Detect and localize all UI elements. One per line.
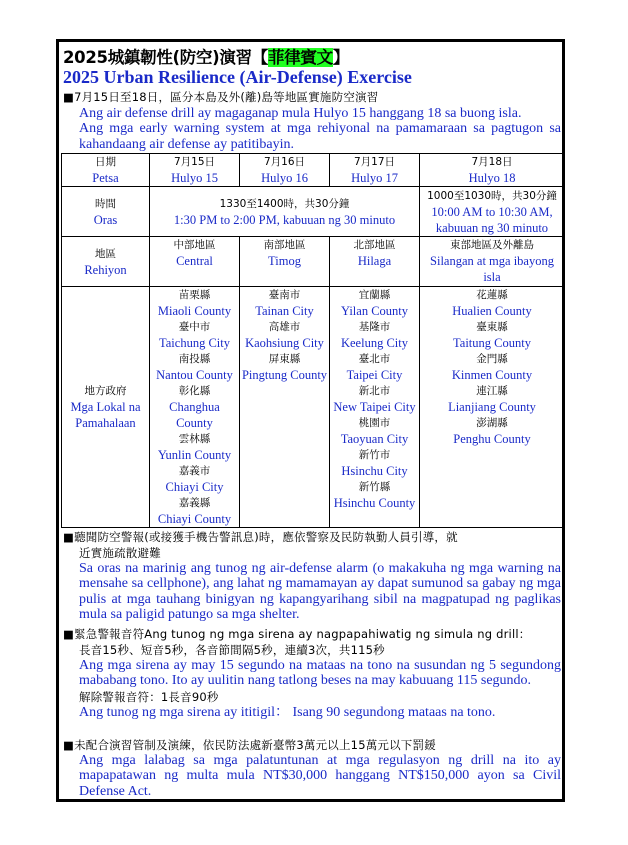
government-name-chinese: 彰化縣	[178, 385, 211, 397]
government-name-chinese: 連江縣	[476, 385, 508, 397]
government-list-central	[150, 287, 240, 528]
government-name-chinese: 金門縣	[476, 353, 508, 365]
government-name-english: New Taipei City	[333, 400, 416, 414]
region-cell: 中部地區 Central	[150, 237, 240, 287]
government-name-english: Tainan City	[255, 304, 314, 318]
title-highlight: 菲律賓文	[268, 48, 333, 67]
government-name-chinese: 雲林縣	[178, 433, 211, 445]
government-name-english: Changhua County	[169, 400, 220, 430]
government-name-english: Hsinchu City	[341, 464, 408, 478]
government-list-east	[420, 287, 565, 528]
intro-english-2: Ang mga early warning system at mga rehiyonal na pamamaraan sa pagtugon sa kahandaang air defense ay patitibayin.	[79, 121, 561, 152]
date-cell: 7月15日 Hulyo 15	[150, 154, 240, 187]
penalty-section	[63, 737, 561, 799]
region-label: 地區 Rehiyon	[62, 237, 150, 287]
government-name-english: Chiayi City	[165, 480, 224, 494]
schedule-table	[61, 153, 565, 528]
time-row	[62, 187, 565, 237]
government-name-english: Hualien County	[452, 304, 532, 318]
government-name-chinese: 嘉義市	[178, 465, 211, 477]
government-name-english: Chiayi County	[157, 512, 232, 526]
intro-chinese: ■7月15日至18日，區分本島及外(離)島等地區實施防空演習	[63, 90, 379, 104]
intro-english-1: Ang air defense drill ay magaganap mula Hulyo 15 hanggang 18 sa buong isla.	[79, 106, 522, 121]
government-name-english: Keelung City	[340, 336, 408, 350]
region-cell: 北部地區 Hilaga	[330, 237, 420, 287]
government-name-english: Nantou County	[156, 368, 233, 382]
date-row	[62, 154, 565, 187]
government-name-english: Taichung City	[159, 336, 230, 350]
region-row	[62, 237, 565, 287]
government-name-chinese: 苗栗縣	[178, 289, 211, 301]
government-name-chinese: 澎湖縣	[476, 417, 508, 429]
government-name-chinese: 花蓮縣	[476, 289, 508, 301]
government-name-english: Kinmen County	[451, 368, 533, 382]
siren-chinese-2: 長音15秒、短音5秒，各音節間隔5秒，連續3次，共115秒	[79, 643, 385, 657]
penalty-chinese: ■未配合演習管制及演練，依民防法處新臺幣3萬元以上15萬元以下罰鍰	[63, 738, 436, 752]
siren-chinese-3: 解除警報音符：1長音90秒	[79, 689, 219, 704]
penalty-english: Ang mga lalabag sa mga palatuntunan at mga regulasyon ng drill na ito ay mapapatawan ng multa mula NT$30,000 hanggang NT$150,000 ayon sa Civil Defense Act.	[79, 753, 561, 799]
government-name-chinese: 桃園市	[358, 417, 391, 429]
government-name-english: Hsinchu County	[333, 496, 416, 510]
government-name-chinese: 臺南市	[268, 289, 301, 301]
siren-english-1: Ang mga sirena ay may 15 segundo na mataas na tono na susundan ng 5 segundong mababang tono. Ito ay uulitin nang tatlong beses na may kabuuang 115 segundo.	[79, 658, 561, 689]
government-name-english: Taitung County	[453, 336, 531, 350]
alarm-chinese-2: 近實施疏散避難	[79, 546, 161, 560]
date-cell: 7月17日 Hulyo 17	[330, 154, 420, 187]
date-cell: 7月18日 Hulyo 18	[420, 154, 565, 187]
time-label: 時間 Oras	[62, 187, 150, 237]
government-name-english: Yilan County	[340, 304, 409, 318]
government-name-chinese: 臺北市	[358, 353, 391, 365]
government-name-chinese: 新竹縣	[358, 481, 391, 493]
alarm-chinese-1: ■聽聞防空警報(或接獲手機告警訊息)時，應依警察及民防執勤人員引導，就	[63, 530, 458, 544]
government-list-north	[330, 287, 420, 528]
government-name-english: Taoyuan City	[340, 432, 409, 446]
government-name-english: Yunlin County	[157, 448, 232, 462]
government-name-chinese: 基隆市	[358, 321, 391, 333]
alarm-english: Sa oras na marinig ang tunog ng air-defense alarm (o makakuha ng mga warning na mensahe sa cellphone), ang lahat ng mamamayan ay dapat sumunod sa gabay ng mga pulis at mga tauhang binigyan ng kapangyarihang sibil na magpatupad ng paglikas mula sa paligid patungo sa mga shelter.	[79, 561, 561, 622]
government-name-chinese: 臺中市	[178, 321, 211, 333]
government-name-english: Lianjiang County	[448, 400, 536, 414]
siren-chinese-1: ■緊急警報音符Ang tunog ng mga sirena ay nagpapahiwatig ng simula ng drill：	[63, 627, 531, 641]
government-name-chinese: 南投縣	[178, 353, 211, 365]
alarm-section	[63, 529, 561, 622]
government-name-chinese: 嘉義縣	[178, 497, 211, 509]
region-cell: 南部地區 Timog	[240, 237, 330, 287]
government-name-chinese: 臺東縣	[476, 321, 508, 333]
government-name-chinese: 屏東縣	[268, 353, 301, 365]
date-label: 日期 Petsa	[62, 154, 150, 187]
government-name-english: Pingtung County	[241, 368, 328, 382]
government-name-english: Kaohsiung City	[245, 336, 324, 350]
title-english: 2025 Urban Resilience (Air-Defense) Exercise	[63, 67, 412, 87]
government-name-chinese: 宜蘭縣	[358, 289, 391, 301]
time-main-cell: 1330至1400時，共30分鐘 1:30 PM to 2:00 PM, kabuuan ng 30 minuto	[150, 187, 420, 237]
intro-section	[63, 89, 561, 152]
siren-english-2: Ang tunog ng mga sirena ay ititigil： Isang 90 segundong mataas na tono.	[79, 704, 496, 720]
notice-frame	[56, 39, 565, 802]
region-cell: 東部地區及外離島 Silangan at mga ibayong isla	[420, 237, 565, 287]
government-row	[62, 287, 565, 528]
government-name-english: Taipei City	[346, 368, 403, 382]
government-list-south	[240, 287, 330, 528]
government-label: 地方政府 Mga Lokal na Pamahalaan	[62, 287, 150, 528]
government-name-chinese: 新竹市	[358, 449, 391, 461]
government-name-english: Penghu County	[453, 432, 531, 446]
government-name-chinese: 高雄市	[268, 321, 301, 333]
siren-section	[63, 626, 561, 720]
government-name-english: Miaoli County	[157, 304, 232, 318]
title-chinese: 2025城鎮韌性(防空)演習【菲律賓文】	[63, 48, 350, 67]
date-cell: 7月16日 Hulyo 16	[240, 154, 330, 187]
time-last-cell: 1000至1030時，共30分鐘 10:00 AM to 10:30 AM, kabuuan ng 30 minuto	[420, 187, 565, 237]
government-name-chinese: 新北市	[358, 385, 391, 397]
